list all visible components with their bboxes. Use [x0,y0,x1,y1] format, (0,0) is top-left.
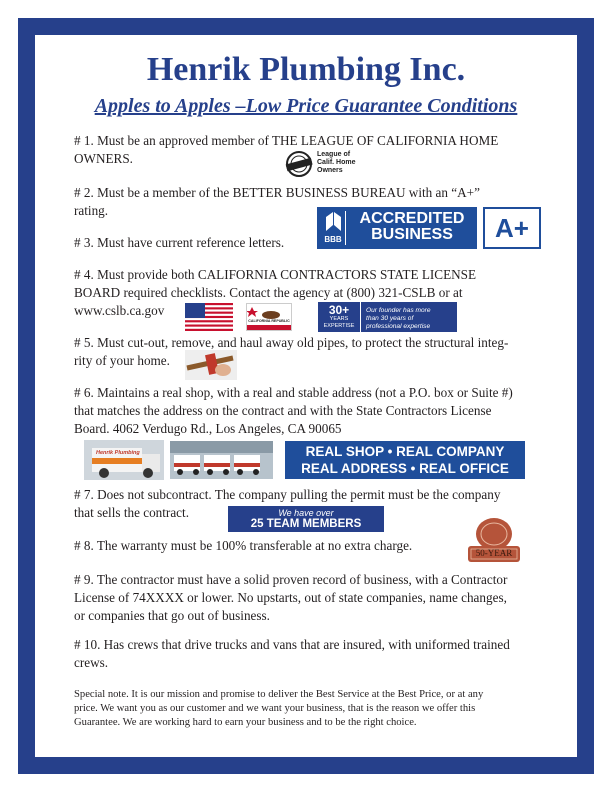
condition-1: # 1. Must be an approved member of THE LEAGUE OF CALIFORNIA HOME OWNERS. [74,133,499,166]
condition-8: # 8. The warranty must be 100% transferable at no extra charge. [74,538,413,553]
condition-10: # 10. Has crews that drive trucks and vans that are insured, with uniformed trained crews. [74,637,510,670]
condition-2: # 2. Must be a member of the BETTER BUSINESS BUREAU with an “A+” rating. [74,185,480,218]
founder-expertise-note: Our founder has more than 30 years of professional expertise [361,302,457,332]
approved-stamp-icon [285,150,315,178]
us-flag-icon [185,303,233,331]
real-shop-banner: REAL SHOP • REAL COMPANY REAL ADDRESS • REAL OFFICE [285,441,525,479]
page-title: Henrik Plumbing Inc. [146,51,466,88]
truck-photo: Henrik Plumbing [84,440,164,480]
bbb-line-2: BUSINESS [371,226,453,243]
fleet-photo [170,441,273,479]
league-line-1: League of [317,151,351,158]
a-plus-rating: A+ [483,207,541,249]
condition-4: # 4. Must provide both CALIFORNIA CONTRACTORS STATE LICENSE BOARD required checklists. Contact the agency at (800) 321-CSLB or at www.cslb.ca.gov [74,267,477,318]
league-line-2: Calif. Home [317,159,356,166]
league-badge [285,150,365,180]
condition-5: # 5. Must cut-out, remove, and haul away old pipes, to protect the structural integ- rity of your home. [74,335,509,368]
bbb-logo-icon: BBB [321,211,346,245]
special-note: Special note. It is our mission and promise to deliver the Best Service at the Best Price, or at any price. We want you as our customer and we want your business, that is the reason we offer this Guarantee. We are working hard to earn your business and to be the right choice. [74,689,484,728]
years-expertise-badge: 30+ YEARS EXPERTISE [318,302,360,332]
california-flag-icon: CALIFORNIA REPUBLIC [246,303,292,331]
fifty-year-seal: 50-YEAR [466,516,522,566]
condition-7: # 7. Does not subcontract. The company pulling the permit must be the company that sells the contract. [74,487,501,520]
bbb-line-1: ACCREDITED [359,210,465,227]
condition-3: # 3. Must have current reference letters. [74,235,285,250]
league-line-3: Owners [317,167,343,174]
condition-9: # 9. The contractor must have a solid proven record of business, with a Contractor License of 74XXXX or lower. No upstarts, out of state companies, name changes, or companies that go out of business. [74,572,508,623]
pipe-cutter-photo [185,350,237,380]
condition-6: # 6. Maintains a real shop, with a real and stable address (not a P.O. box or Suite #) that matches the address on the contract and with the State Contractors License Board. 4062 Verdugo Rd., Los Angeles, CA 90065 [74,385,513,436]
page-subtitle: Apples to Apples –Low Price Guarantee Conditions [94,95,518,117]
team-members-badge: We have over 25 TEAM MEMBERS [228,506,384,532]
